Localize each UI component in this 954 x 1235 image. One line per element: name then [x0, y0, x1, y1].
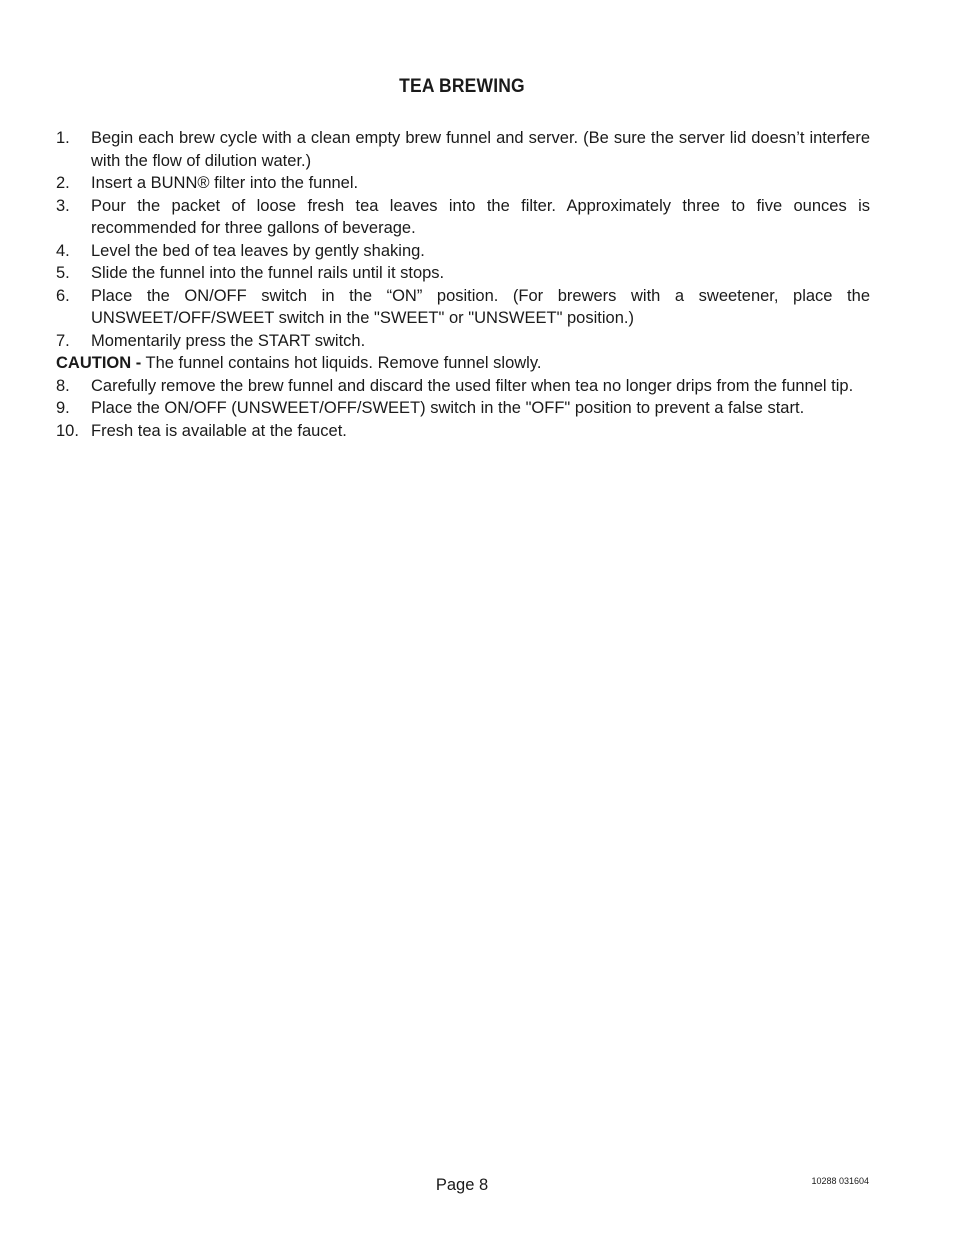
step-number: 3.: [56, 196, 70, 215]
caution-note: [56, 352, 870, 375]
step-text: Pour the packet of loose fresh tea leaves into the filter. Approximately three to five ounces is recommended for three gallons of beverage.: [91, 196, 870, 237]
page-title: TEA BREWING: [399, 76, 525, 97]
step-text: Place the ON/OFF switch in the “ON” position. (For brewers with a sweetener, place the UNSWEET/OFF/SWEET switch in the "SWEET" or "UNSWEET" position.): [91, 286, 870, 327]
step-number: 10.: [56, 421, 79, 440]
step-number: 9.: [56, 399, 70, 417]
list-item: [56, 172, 870, 195]
step-text: Momentarily press the START switch.: [91, 331, 366, 350]
step-number: 7.: [56, 331, 70, 350]
step-number: 6.: [56, 286, 70, 305]
step-number: 2.: [56, 174, 70, 192]
step-number: 8.: [56, 376, 70, 395]
list-item: [56, 240, 870, 263]
instruction-list: [56, 127, 870, 442]
step-text: Carefully remove the brew funnel and discard the used filter when tea no longer drips from the funnel tip.: [91, 376, 854, 395]
caution-label: CAUTION -: [56, 354, 142, 372]
step-text: Place the ON/OFF (UNSWEET/OFF/SWEET) switch in the "OFF" position to prevent a false start.: [91, 399, 805, 417]
step-number: 5.: [56, 264, 70, 282]
list-item: [56, 262, 870, 285]
document-code: 10288 031604: [811, 1176, 869, 1186]
step-text: Level the bed of tea leaves by gently shaking.: [91, 241, 425, 260]
list-item: [56, 127, 870, 172]
step-number: 1.: [56, 129, 70, 147]
step-text: Fresh tea is available at the faucet.: [91, 421, 347, 440]
list-item: [56, 420, 870, 443]
list-item: [56, 375, 870, 398]
list-item: [56, 330, 870, 353]
list-item: [56, 195, 870, 240]
list-item: [56, 285, 870, 330]
step-text: Insert a BUNN® filter into the funnel.: [91, 174, 359, 192]
step-number: 4.: [56, 241, 70, 260]
list-item: [56, 397, 870, 420]
page-number: Page 8: [435, 1176, 489, 1194]
step-text: Begin each brew cycle with a clean empty brew funnel and server. (Be sure the server lid doesn’t interfere with the flow of dilution water.): [91, 129, 870, 170]
step-text: Slide the funnel into the funnel rails until it stops.: [91, 264, 445, 282]
caution-text: The funnel contains hot liquids. Remove funnel slowly.: [141, 354, 542, 372]
